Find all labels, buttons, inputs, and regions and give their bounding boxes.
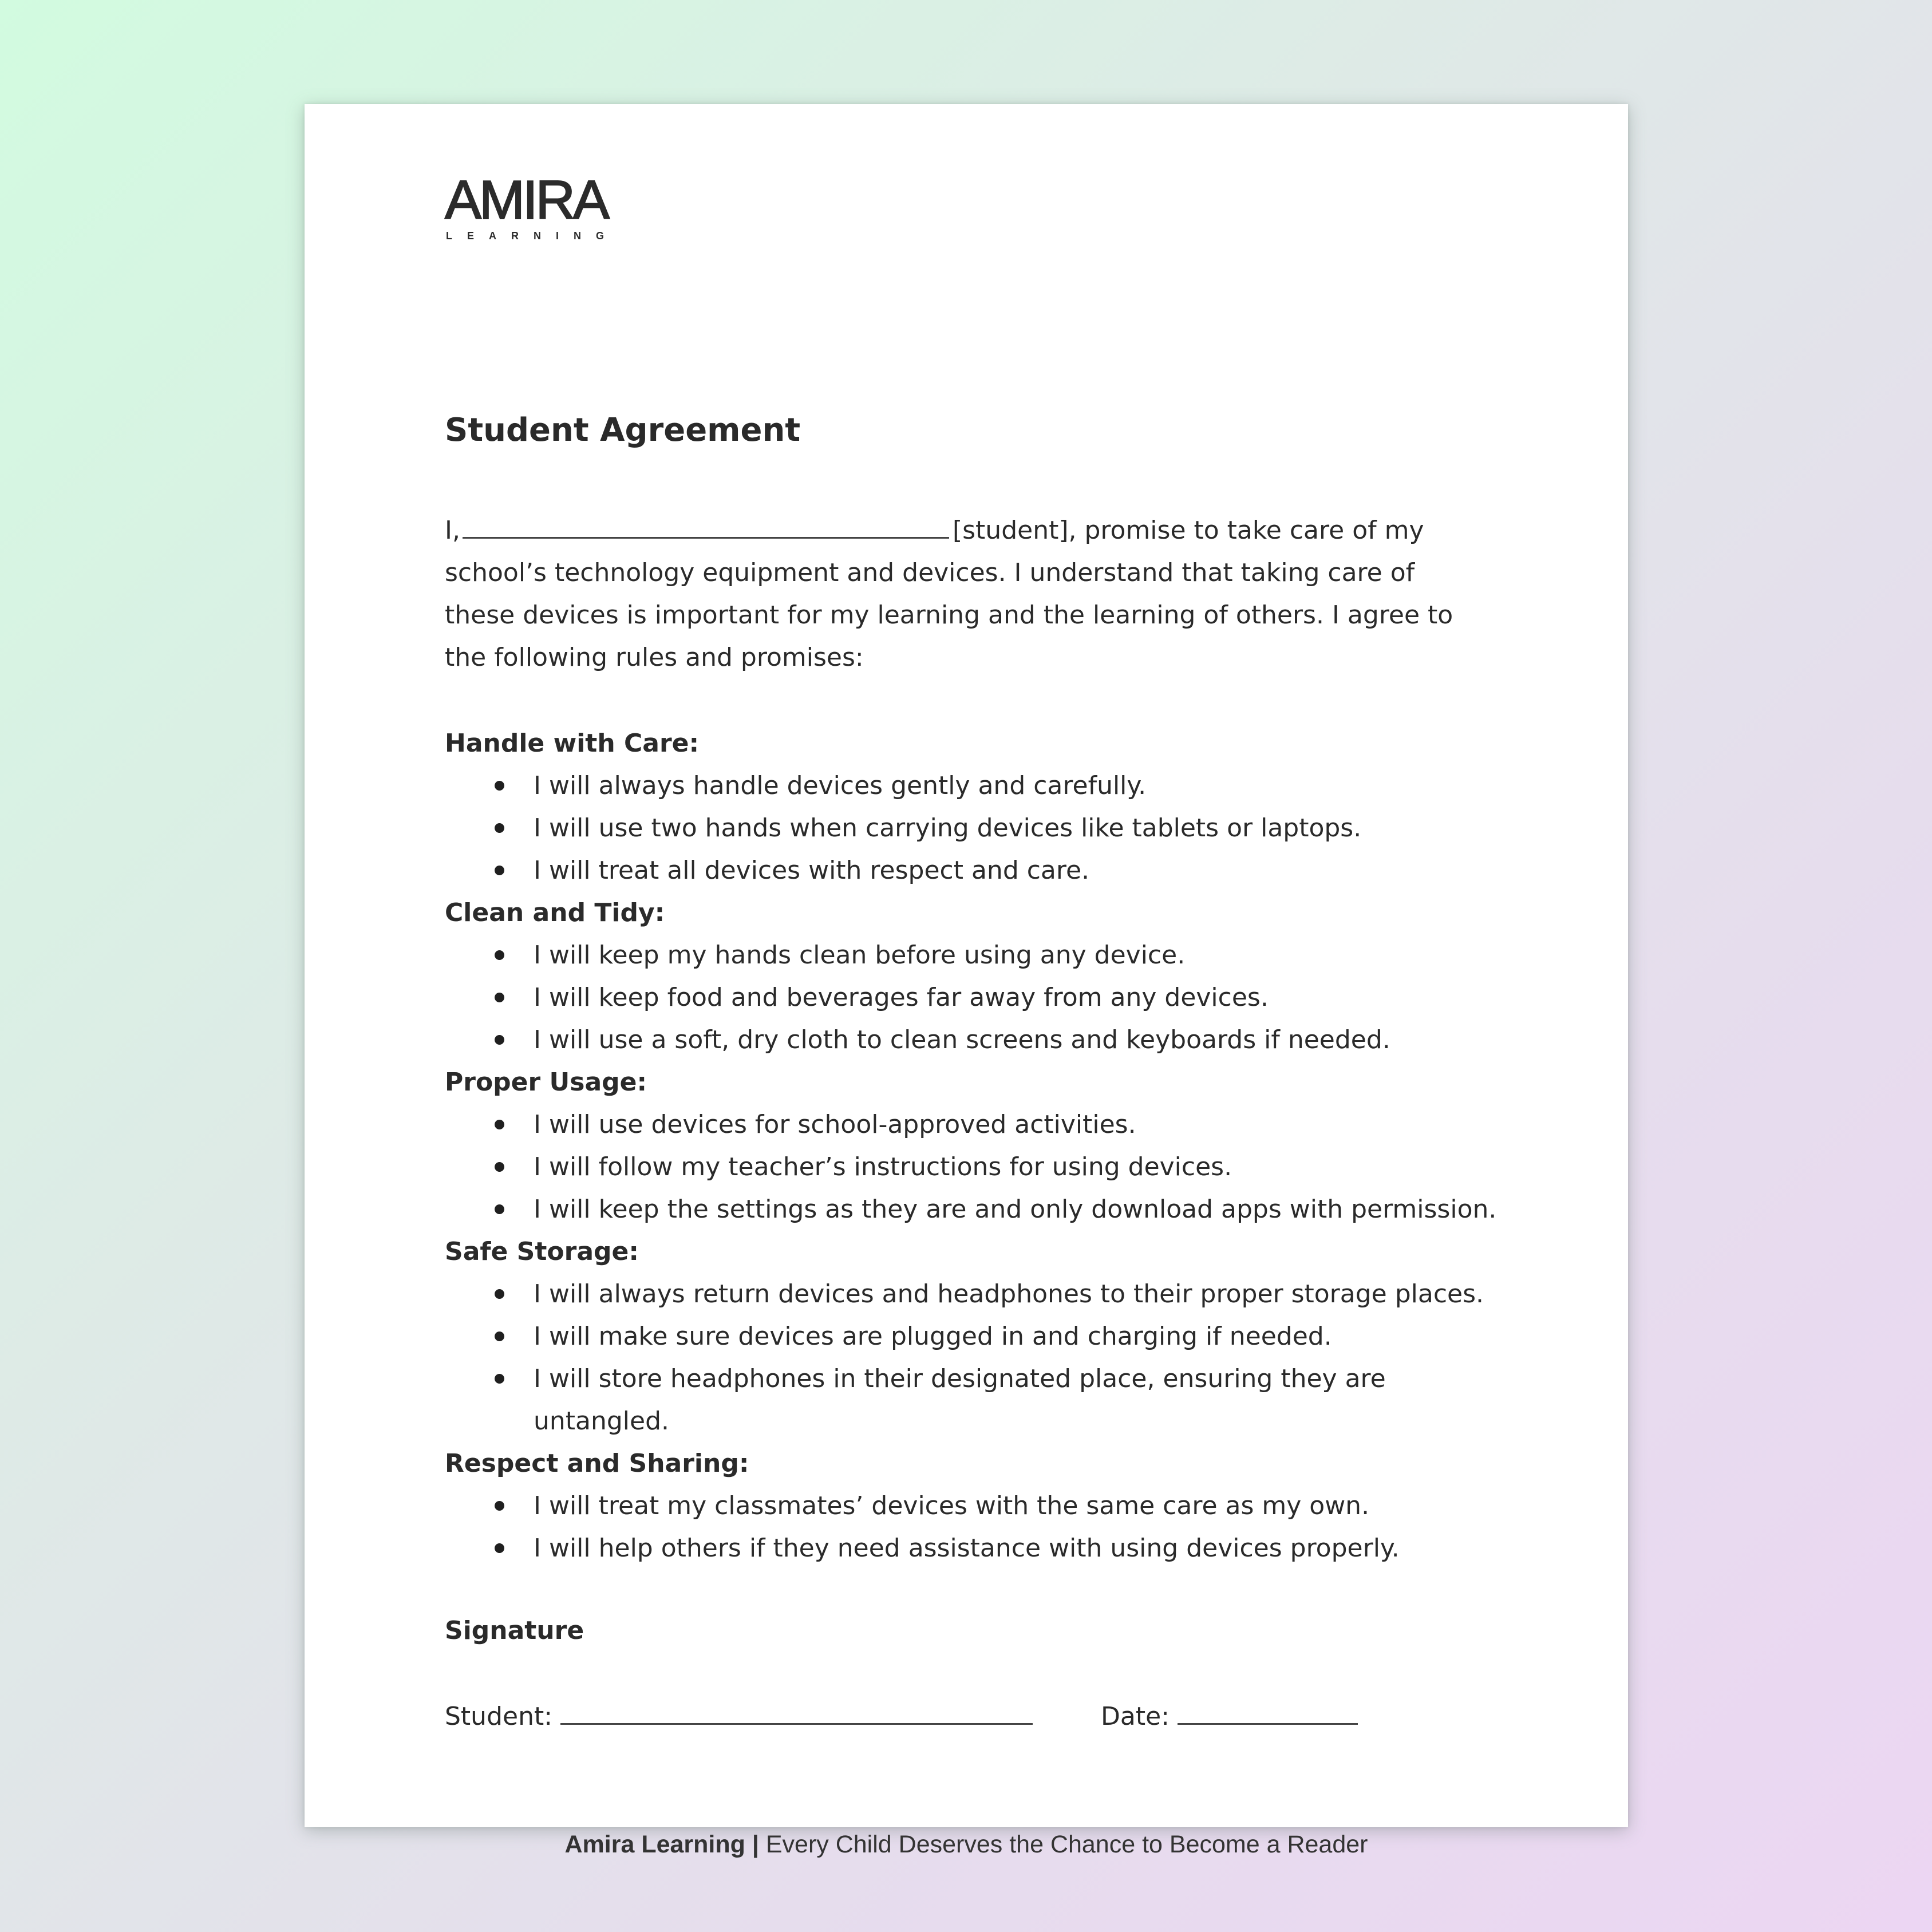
intro-prefix: I, (445, 516, 460, 545)
student-label: Student: (445, 1702, 553, 1731)
date-line (1178, 1696, 1358, 1725)
section-respect-and-sharing (445, 1443, 1504, 1570)
bullet-icon (495, 1332, 504, 1341)
footer-separator: | (752, 1831, 759, 1858)
section-handle-with-care (445, 722, 1504, 892)
student-name-blank (463, 512, 949, 539)
rule-text: I will use two hands when carrying devices like tablets or laptops. (534, 813, 1362, 843)
list-item (534, 1527, 1504, 1570)
bullet-icon (495, 1120, 504, 1129)
list-item (534, 807, 1504, 850)
footer-tagline: Every Child Deserves the Chance to Become a Reader (765, 1831, 1368, 1858)
section-clean-and-tidy (445, 892, 1504, 1061)
page-footer (305, 1827, 1628, 1862)
list-item (534, 1019, 1504, 1061)
bullet-icon (495, 993, 504, 1002)
logo-wordmark: AMIRA (445, 169, 608, 231)
list-item (534, 1315, 1504, 1358)
rule-list (445, 765, 1504, 892)
rule-text: I will follow my teacher’s instructions for using devices. (534, 1152, 1232, 1182)
rule-list (445, 1104, 1504, 1231)
list-item (534, 1188, 1504, 1231)
list-item (534, 1273, 1504, 1315)
rule-text: I will keep the settings as they are and only download apps with permission. (534, 1195, 1497, 1224)
section-heading: Handle with Care: (445, 729, 700, 758)
page-title: Student Agreement (445, 412, 801, 449)
bullet-icon (495, 1204, 504, 1214)
bullet-icon (495, 1162, 504, 1172)
bullet-icon (495, 823, 504, 833)
section-heading: Safe Storage: (445, 1237, 639, 1266)
rule-list (445, 1273, 1504, 1443)
list-item (534, 850, 1504, 892)
rules-sections (445, 722, 1504, 1570)
rule-list (445, 934, 1504, 1061)
rule-text: I will use a soft, dry cloth to clean screens and keyboards if needed. (534, 1025, 1390, 1054)
intro-text: [student], promise to take care of my school’s technology equipment and devices. I understand that taking care of these devices is important for my learning and the learning of others. I agree to the following rules and promises: (445, 516, 1453, 672)
list-item (534, 1104, 1504, 1146)
list-item (534, 977, 1504, 1019)
rule-text: I will keep my hands clean before using any device. (534, 941, 1186, 970)
rule-text: I will always return devices and headphones to their proper storage places. (534, 1279, 1484, 1309)
date-label: Date: (1101, 1702, 1170, 1731)
list-item (534, 934, 1504, 977)
signature-heading: Signature (445, 1616, 584, 1645)
rule-text: I will always handle devices gently and carefully. (534, 771, 1147, 800)
rule-list (445, 1485, 1504, 1570)
rule-text: I will store headphones in their designated place, ensuring they are untangled. (534, 1364, 1386, 1436)
footer-brand: Amira Learning (564, 1831, 745, 1858)
section-heading: Respect and Sharing: (445, 1449, 749, 1478)
section-heading: Clean and Tidy: (445, 898, 665, 927)
bullet-icon (495, 781, 504, 791)
bullet-icon (495, 950, 504, 960)
rule-text: I will help others if they need assistance with using devices properly. (534, 1534, 1400, 1563)
rule-text: I will keep food and beverages far away from any devices. (534, 983, 1269, 1012)
logo-subtitle: LEARNING (446, 230, 619, 242)
rule-text: I will make sure devices are plugged in and charging if needed. (534, 1322, 1332, 1351)
bullet-icon (495, 1289, 504, 1299)
bullet-icon (495, 1374, 504, 1384)
date-field (1101, 1696, 1358, 1738)
list-item (534, 1485, 1504, 1527)
rule-text: I will treat my classmates’ devices with the same care as my own. (534, 1491, 1370, 1520)
rule-text: I will use devices for school-approved activities. (534, 1110, 1136, 1139)
bullet-icon (495, 866, 504, 875)
rule-text: I will treat all devices with respect and care. (534, 856, 1090, 885)
intro-paragraph (445, 509, 1487, 679)
document-page (305, 104, 1628, 1858)
list-item (534, 1146, 1504, 1188)
bullet-icon (495, 1543, 504, 1553)
student-signature-line (560, 1696, 1033, 1725)
student-signature-field (445, 1696, 1033, 1738)
amira-learning-logo (445, 169, 619, 242)
bullet-icon (495, 1501, 504, 1511)
bullet-icon (495, 1035, 504, 1045)
list-item (534, 1358, 1504, 1443)
section-proper-usage (445, 1061, 1504, 1231)
section-heading: Proper Usage: (445, 1068, 647, 1097)
list-item (534, 765, 1504, 807)
section-safe-storage (445, 1231, 1504, 1443)
